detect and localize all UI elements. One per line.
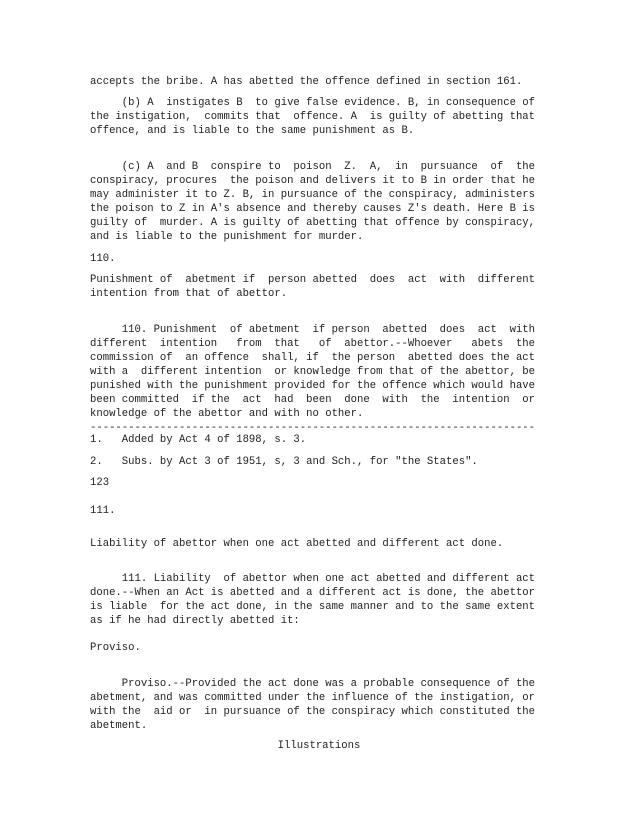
paragraph-bribe: accepts the bribe. A has abetted the offence defined in section 161. xyxy=(90,76,523,88)
proviso-body: Proviso.--Provided the act done was a probable consequence of the abetment, and was committed under the influence of the instigation, or with the aid or in pursuance of the conspiracy which constituted the abetment. xyxy=(90,678,536,732)
page-number: 123 xyxy=(90,477,110,489)
footnote-1: 1. Added by Act 4 of 1898, s. 3. xyxy=(90,434,307,446)
illustrations-heading: Illustrations xyxy=(277,740,361,752)
section-111-body: 111. Liability of abettor when one act abetted and different act done.--When an Act is abetted and a different act is done, the abettor is liable for the act done, in the same manner and to the same extent as if he had directly abetted it: xyxy=(90,573,536,627)
footnote-separator: ---------------------------------------------------------------------- xyxy=(90,422,536,434)
section-111-number: 111. xyxy=(90,505,116,517)
illustration-b: (b) A instigates B to give false evidence. B, in consequence of the instigation, commits that offence. A is guilty of abetting that offence, and is liable to the same punishment as B. xyxy=(90,97,536,137)
section-110-body: 110. Punishment of abetment if person abetted does act with different intention from that of abettor.--Whoever abets the commission of an offence shall, if the person abetted does the act with a different intention or knowledge from that of the abettor, be punished with the punishment provided for the offence which would have been committed if the act had been done with the intention or knowledge of the abettor and with no other. xyxy=(90,324,536,420)
proviso-heading: Proviso. xyxy=(90,642,141,654)
section-111-heading: Liability of abettor when one act abetted and different act done. xyxy=(90,538,504,550)
section-110-heading: Punishment of abetment if person abetted does act with different intention from that of abettor. xyxy=(90,274,536,300)
section-110-number: 110. xyxy=(90,253,116,265)
footnote-2: 2. Subs. by Act 3 of 1951, s, 3 and Sch., for "the States". xyxy=(90,456,478,468)
illustration-c: (c) A and B conspire to poison Z. A, in pursuance of the conspiracy, procures the poison and delivers it to B in order that he may administer it to Z. B, in pursuance of the conspiracy, administers the poison to Z in A's absence and thereby causes Z's death. Here B is guilty of murder. A is guilty of abetting that offence by conspiracy, and is liable to the punishment for murder. xyxy=(90,161,536,243)
